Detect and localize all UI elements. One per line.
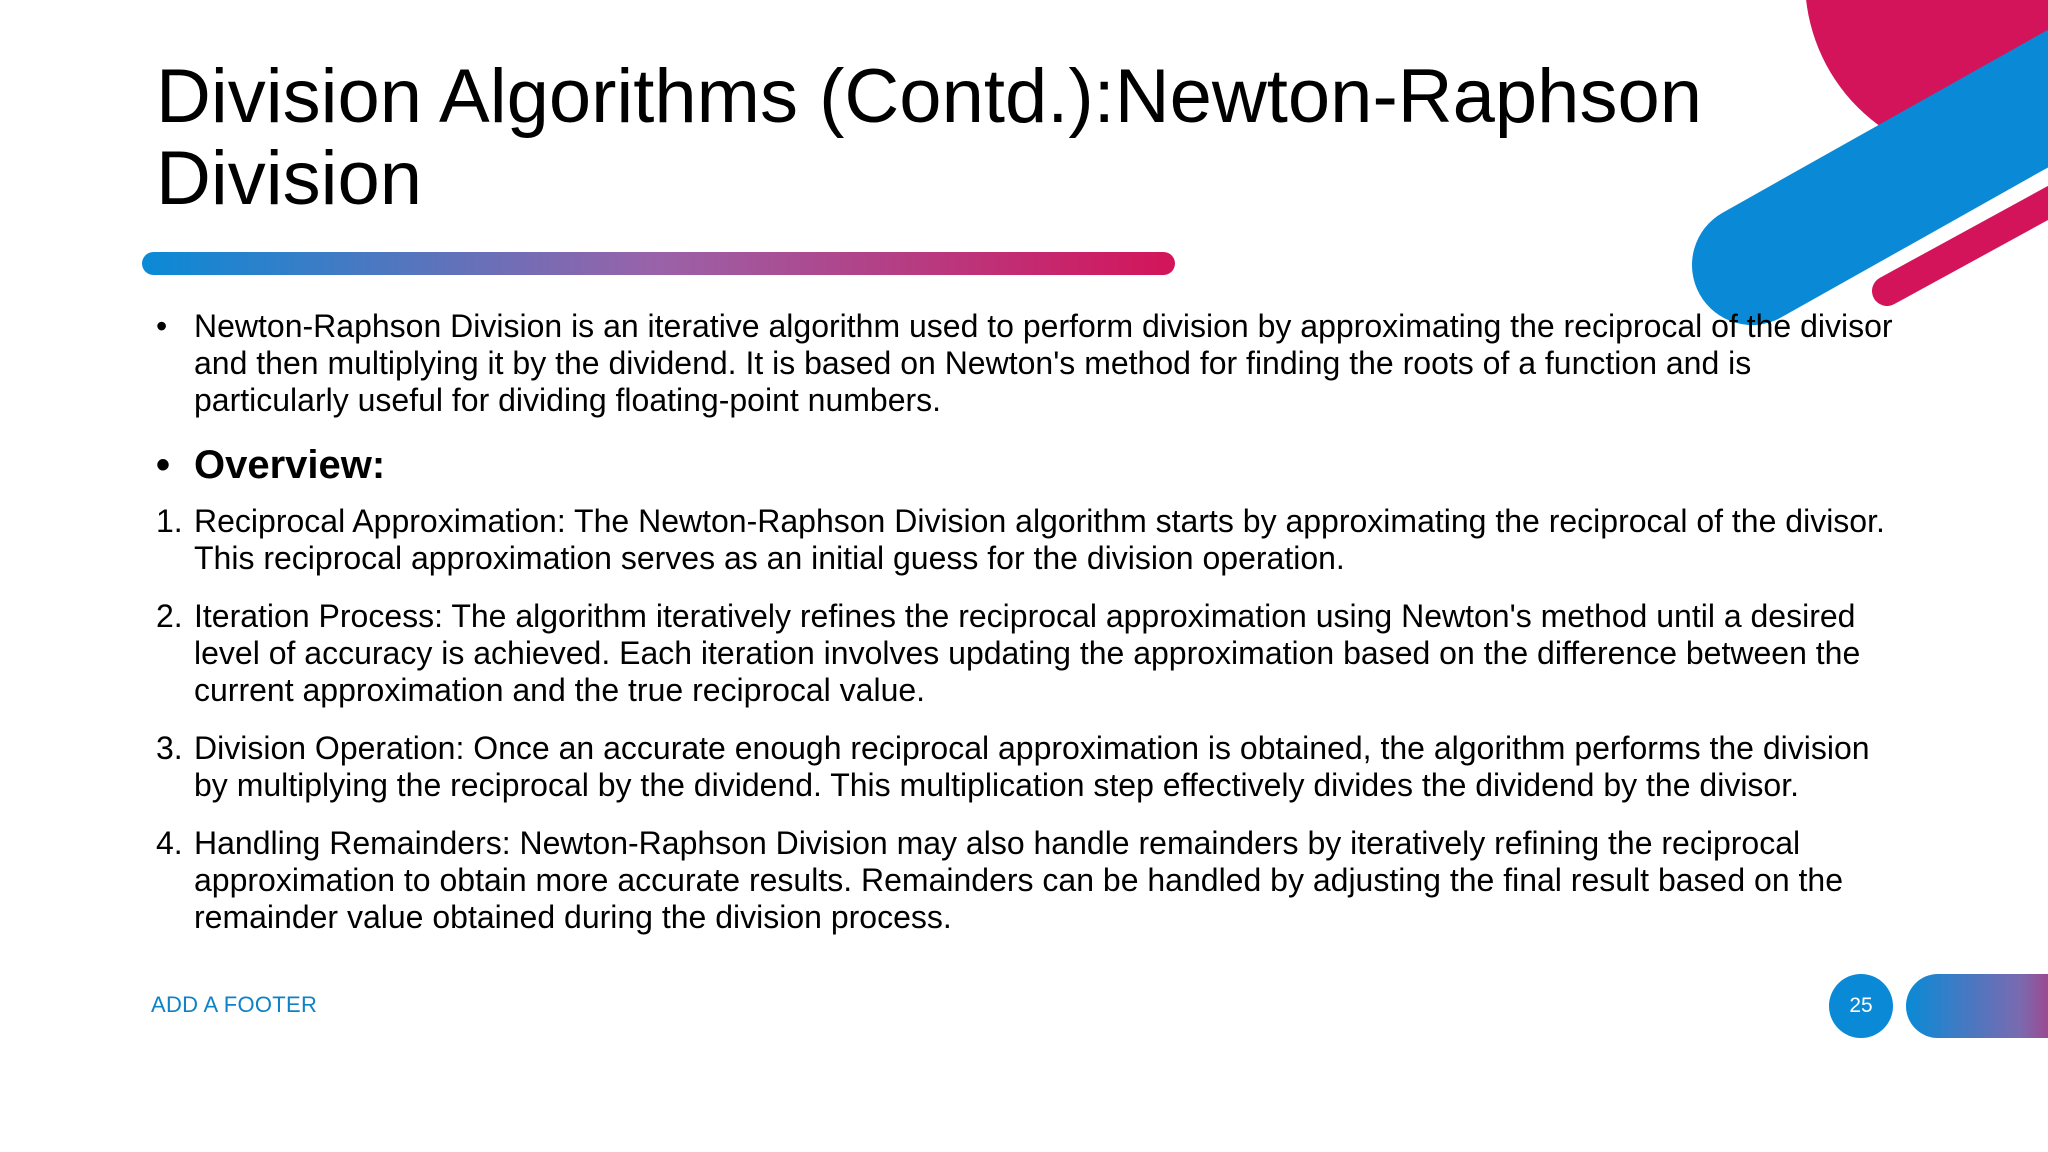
page-number-badge: 25	[1829, 974, 1893, 1038]
bullet-marker: •	[156, 308, 168, 344]
list-item	[156, 598, 1896, 709]
title-underline-bar	[142, 252, 1175, 275]
list-item-text: Iteration Process: The algorithm iteratively refines the reciprocal approximation using Newton's method until a desired level of accuracy is achieved. Each iteration involves updating the approximation based on the difference between the current approximation and the true reciprocal value.	[194, 598, 1861, 708]
list-item-number: 4.	[156, 825, 183, 861]
footer-gradient-bar	[1906, 974, 2048, 1038]
list-item	[156, 825, 1896, 936]
bullet-marker: •	[156, 443, 171, 487]
overview-heading	[156, 441, 1896, 489]
list-item-text: Handling Remainders: Newton-Raphson Division may also handle remainders by iteratively refining the reciprocal approximation to obtain more accurate results. Remainders can be handled by adjusting the final result based on the remainder value obtained during the division process.	[194, 825, 1843, 935]
slide-body	[156, 308, 1896, 936]
list-item-number: 2.	[156, 598, 183, 634]
list-item-text: Reciprocal Approximation: The Newton-Raphson Division algorithm starts by approximating the reciprocal of the divisor. This reciprocal approximation serves as an initial guess for the division operation.	[194, 503, 1885, 576]
slide-title: Division Algorithms (Contd.):Newton-Raphson Division	[156, 54, 1702, 221]
footer-text: ADD A FOOTER	[151, 992, 318, 1017]
list-item	[156, 730, 1896, 804]
overview-heading-text: Overview:	[194, 443, 386, 487]
list-item-number: 1.	[156, 503, 183, 539]
list-item-number: 3.	[156, 730, 183, 766]
intro-bullet	[156, 308, 1896, 419]
list-item	[156, 503, 1896, 577]
list-item-text: Division Operation: Once an accurate enough reciprocal approximation is obtained, the algorithm performs the division by multiplying the reciprocal by the dividend. This multiplication step effectively divides the dividend by the divisor.	[194, 730, 1870, 803]
intro-bullet-text: Newton-Raphson Division is an iterative algorithm used to perform division by approximating the reciprocal of the divisor and then multiplying it by the dividend. It is based on Newton's method for finding the roots of a function and is particularly useful for dividing floating-point numbers.	[194, 308, 1893, 418]
